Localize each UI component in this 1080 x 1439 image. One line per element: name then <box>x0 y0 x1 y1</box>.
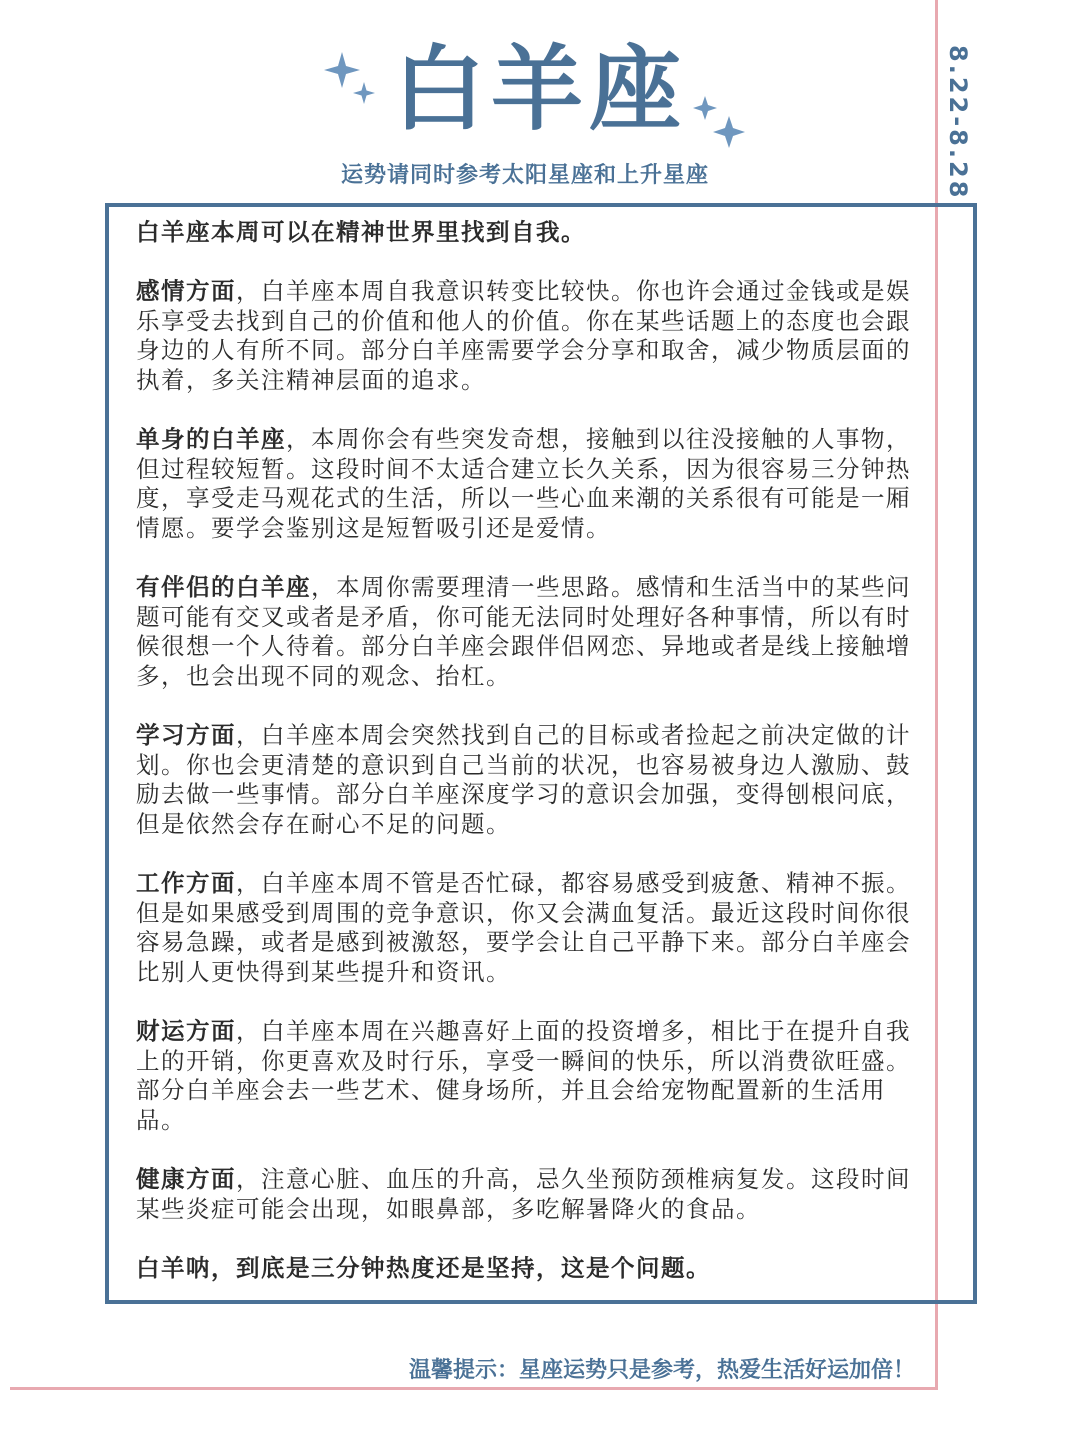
section-text: ，本周你需要理清一些思路。感情和生活当中的某些问题可能有交叉或者是矛盾，你可能无法同时处理好各种事情，所以有时候很想一个人待着。部分白羊座会跟伴侣网恋、异地或者是线上接触增多，也会出现不同的观念、抬杠。 <box>136 573 911 690</box>
section-partnered <box>136 573 914 691</box>
section-label: 财运方面 <box>136 1017 236 1046</box>
section-label: 感情方面 <box>136 277 236 306</box>
section-wealth <box>136 1017 914 1135</box>
section-study <box>136 721 914 839</box>
section-text: ，本周你会有些突发奇想，接触到以往没接触的人事物，但过程较短暂。这段时间不太适合建立长久关系，因为很容易三分钟热度，享受走马观花式的生活，所以一些心血来潮的关系很有可能是一厢情愿。要学会鉴别这是短暂吸引还是爱情。 <box>136 425 911 542</box>
section-single <box>136 425 914 543</box>
horoscope-content <box>136 218 914 1313</box>
page-subtitle: 运势请同时参考太阳星座和上升星座 <box>340 163 709 188</box>
section-text: ，白羊座本周会突然找到自己的目标或者捡起之前决定做的计划。你也会更清楚的意识到自己当前的状况，也容易被身边人激励、鼓励去做一些事情。部分白羊座深度学习的意识会加强，变得刨根问底，但是依然会存在耐心不足的问题。 <box>136 721 911 838</box>
section-label: 有伴侣的白羊座 <box>136 573 311 602</box>
section-text: ，注意心脏、血压的升高，忌久坐预防颈椎病复发。这段时间某些炎症可能会出现，如眼鼻部，多吃解暑降火的食品。 <box>136 1165 911 1223</box>
section-work <box>136 869 914 987</box>
section-health <box>136 1165 914 1224</box>
section-label: 健康方面 <box>136 1165 236 1193</box>
pink-horizontal-line <box>10 1387 938 1390</box>
section-text: ，白羊座本周自我意识转变比较快。你也许会通过金钱或是娱乐享受去找到自己的价值和他人的价值。你在某些话题上的态度也会跟身边的人有所不同。部分白羊座需要学会分享和取舍，减少物质层面的执着，多关注精神层面的追求。 <box>136 277 911 394</box>
section-text: ，白羊座本周在兴趣喜好上面的投资增多，相比于在提升自我上的开销，你更喜欢及时行乐，享受一瞬间的快乐，所以消费欲旺盛。部分白羊座会去一些艺术、健身场所，并且会给宠物配置新的生活用品。 <box>136 1017 911 1134</box>
intro-text: 白羊座本周可以在精神世界里找到自我。 <box>136 218 586 246</box>
section-love <box>136 277 914 395</box>
closing-text: 白羊呐，到底是三分钟热度还是坚持，这是个问题。 <box>136 1253 711 1282</box>
section-text: ，白羊座本周不管是否忙碌，都容易感受到疲惫、精神不振。但是如果感受到周围的竞争意识，你又会满血复活。最近这段时间你很容易急躁，或者是感到被激怒，要学会让自己平静下来。部分白羊座会比别人更快得到某些提升和资讯。 <box>136 869 911 986</box>
footer-tip: 温馨提示：星座运势只是参考，热爱生活好运加倍！ <box>408 1358 915 1383</box>
date-range: 8.22-8.28 <box>944 45 972 201</box>
section-label: 工作方面 <box>136 869 236 898</box>
section-label: 学习方面 <box>136 721 236 750</box>
section-label: 单身的白羊座 <box>136 425 286 454</box>
page-title: 白羊座 <box>392 36 687 143</box>
